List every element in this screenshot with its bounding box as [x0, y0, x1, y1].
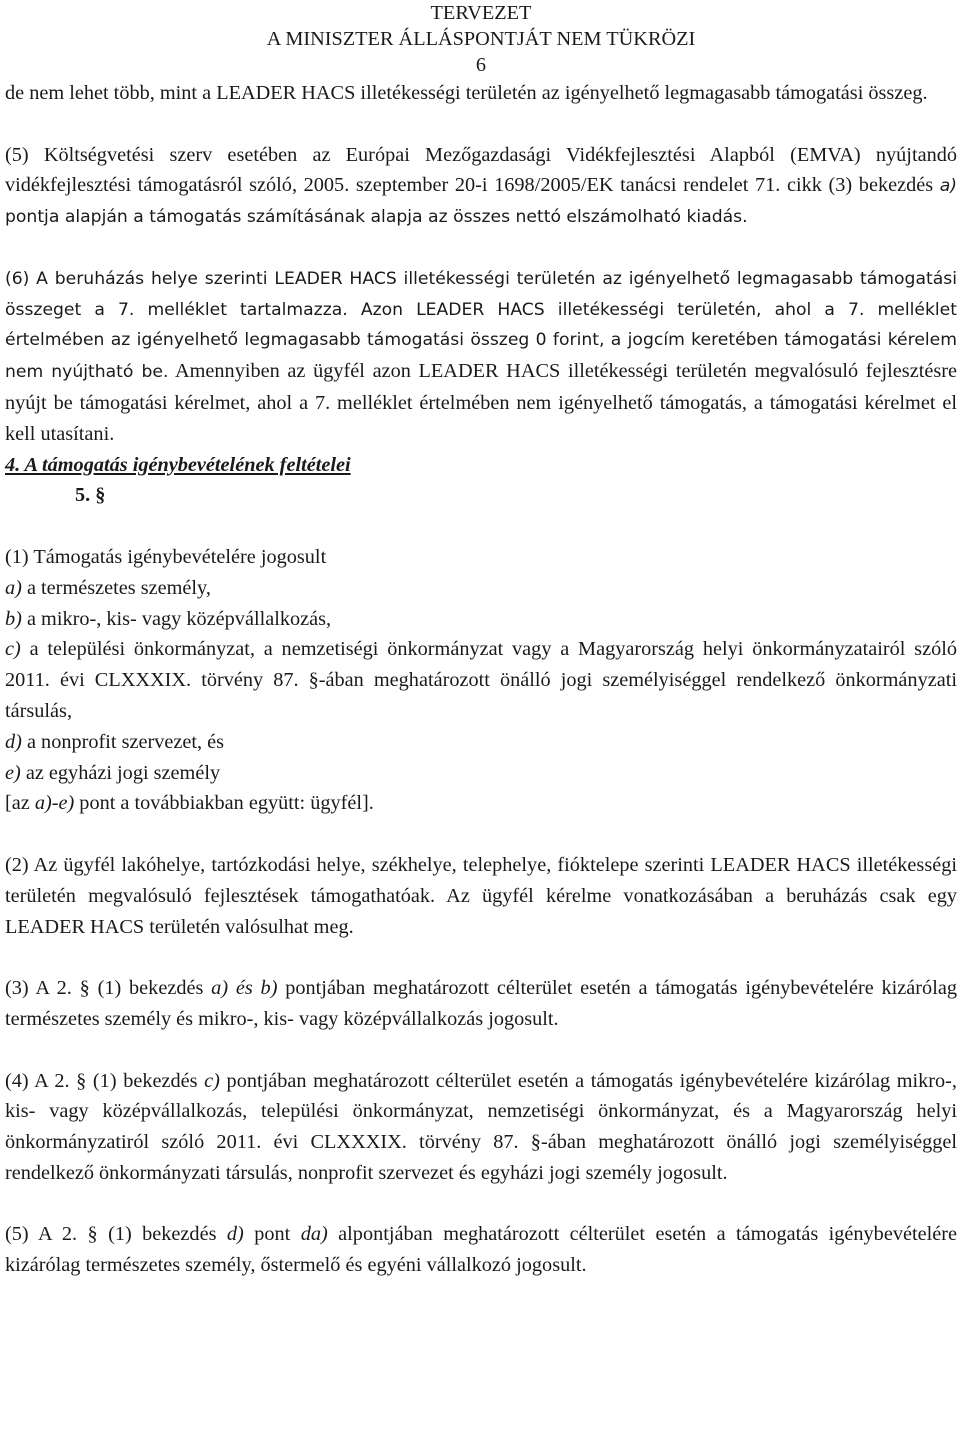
- subsection-1-closing: [5, 788, 957, 819]
- list-item-c: [5, 634, 957, 726]
- list-text-a: a természetes személy,: [21, 576, 211, 599]
- paragraph-5-point-a: a): [939, 176, 957, 197]
- subsection-5-mark-2: da): [300, 1223, 328, 1246]
- subsection-3: [5, 973, 957, 1035]
- paragraph-6-text-a: (6) A beruházás helye szerinti LEADER HACS illetékességi területén az igényelhető legmagasabb támogatási összeget a 7. melléklet tartalmazza.: [5, 268, 957, 320]
- list-mark-d: d): [5, 730, 22, 753]
- subsection-4-mark: c): [204, 1069, 220, 1092]
- closing-text-a: [az: [5, 792, 35, 815]
- draft-header: [5, 0, 957, 78]
- list-item-d: [5, 727, 957, 758]
- closing-text-b: pont a továbbiakban együtt: ügyfél].: [74, 792, 374, 815]
- subsection-3-mark: a) és b): [211, 977, 278, 1000]
- disclaimer-line: A MINISZTER ÁLLÁSPONTJÁT NEM TÜKRÖZI: [266, 28, 696, 50]
- section-heading: 5. §: [75, 484, 106, 507]
- list-item-a: [5, 573, 957, 604]
- subsection-5-text-c: alpontjában meghatározott célterület esetén a támogatás igénybevételére kizárólag természetes személy, őstermelő és egyéni vállalkozó jogosult.: [5, 1223, 957, 1277]
- paragraph-6-text-c: Amennyiben az ügyfél azon LEADER HACS illetékességi területén megvalósuló fejlesztésre nyújt be támogatási kérelmet, ahol a 7. melléklet értelmében nem igényelhető támogatás, a támogatási kérelmet el kell utasítani.: [5, 360, 957, 445]
- list-mark-c: c): [5, 638, 21, 661]
- subsection-4-text-a: (4) A 2. § (1) bekezdés: [5, 1069, 205, 1092]
- list-mark-b: b): [5, 607, 22, 630]
- subsection-5-text-b: pont: [243, 1223, 301, 1246]
- subsection-2: (2) Az ügyfél lakóhelye, tartózkodási helye, székhelye, telephelye, fióktelepe szerinti LEADER HACS illetékességi területén megvalósuló fejlesztések támogathatóak. Az ügyfél kérelme vonatkozásában a beruházás csak egy LEADER HACS területén valósulhat meg.: [5, 853, 957, 938]
- subsection-3-text-b: pontjában meghatározott célterület esetén a támogatás igénybevételére kizárólag természetes személy és mikro-, kis- vagy középvállalkozás jogosult.: [5, 977, 957, 1030]
- list-item-e: [5, 758, 957, 789]
- subsection-5-mark-1: d): [226, 1223, 244, 1246]
- paragraph-5-text-a: (5) Költségvetési szerv esetében az Európai Mezőgazdasági Vidékfejlesztési Alapból (EMVA) nyújtandó vidékfejlesztési támogatásról szóló, 2005. szeptember 20-i 1698/2005/EK tanácsi rendelet 71. cikk (3) bekezdés: [5, 143, 957, 197]
- paragraph-6-text-b: Azon LEADER HACS illetékességi területén, ahol a 7. melléklet értelmében az igényelhető legmagasabb támogatási összeg 0 forint, a jogcím keretében támogatási kérelem nem nyújtható be.: [5, 299, 957, 383]
- list-text-b: a mikro-, kis- vagy középvállalkozás,: [21, 607, 332, 630]
- subsection-5-text-a: (5) A 2. § (1) bekezdés: [5, 1223, 227, 1246]
- chapter-heading: 4. A támogatás igénybevételének feltételei: [5, 453, 351, 476]
- list-text-d: a nonprofit szervezet, és: [21, 730, 225, 753]
- page-number: 6: [475, 54, 487, 76]
- paragraph-5: [5, 140, 957, 233]
- document-page: [5, 0, 957, 1281]
- subsection-3-text-a: (3) A 2. § (1) bekezdés: [5, 977, 212, 1000]
- list-item-b: [5, 604, 957, 635]
- subsection-5: [5, 1219, 957, 1281]
- closing-mark: a)-e): [34, 792, 75, 815]
- paragraph-6: [5, 264, 957, 450]
- list-mark-a: a): [5, 576, 22, 599]
- paragraph-5-text-b: pontja alapján a támogatás számításának alapja az összes nettó elszámolható kiadás.: [5, 207, 748, 228]
- subsection-4-text-b: pontjában meghatározott célterület esetén a támogatás igénybevételére kizárólag mikro-, kis- vagy középvállalkozás, települési önkormányzat, nemzetiségi önkormányzat, és a Magyarország helyi önkormányzatiról szóló 2011. évi CLXXXIX. törvény 87. §-ában meghatározott önálló jogi személyiséggel rendelkező önkormányzati társulás, nonprofit szervezet és egyházi jogi személy jogosult.: [5, 1069, 957, 1184]
- subsection-4: [5, 1066, 957, 1189]
- paragraph-continuation: de nem lehet több, mint a LEADER HACS illetékességi területén az igényelhető legmagasabb támogatási összeg.: [5, 82, 928, 104]
- list-text-c: a települési önkormányzat, a nemzetiségi önkormányzat vagy a Magyarország helyi önkormányzatairól szóló 2011. évi CLXXXIX. törvény 87. §-ában meghatározott önálló jogi személyiséggel rendelkező önkormányzati társulás,: [5, 638, 957, 722]
- draft-stamp: TERVEZET: [430, 2, 532, 24]
- subsection-1-intro: (1) Támogatás igénybevételére jogosult: [5, 545, 327, 568]
- list-text-e: az egyházi jogi személy: [20, 761, 221, 784]
- list-mark-e: e): [5, 761, 21, 784]
